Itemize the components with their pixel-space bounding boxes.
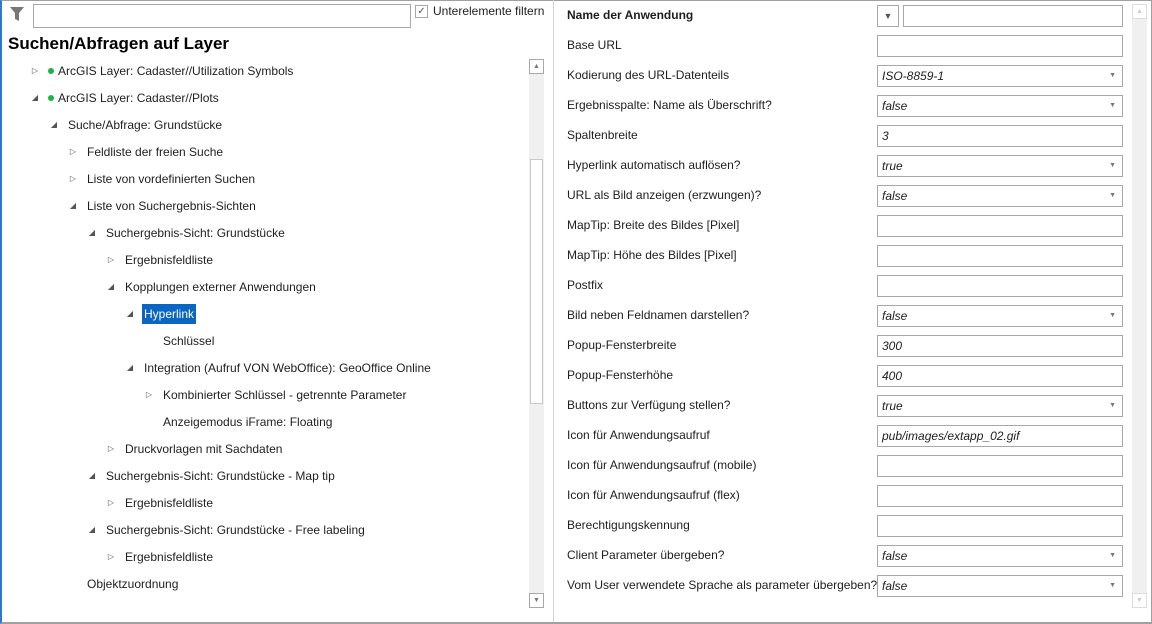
- tree-node-label[interactable]: Schlüssel: [163, 334, 215, 348]
- property-label: MapTip: Höhe des Bildes [Pixel]: [567, 248, 737, 262]
- scroll-down-button[interactable]: ▼: [1132, 593, 1147, 608]
- expanded-arrow-icon[interactable]: ◢: [88, 228, 96, 237]
- property-row: [567, 155, 1127, 177]
- property-label: Base URL: [567, 38, 622, 52]
- panel-title: Suchen/Abfragen auf Layer: [8, 34, 230, 53]
- property-input[interactable]: [877, 275, 1123, 297]
- property-row: [567, 95, 1127, 117]
- property-row: [567, 515, 1127, 537]
- chevron-down-icon[interactable]: ▼: [1109, 552, 1116, 559]
- tree-node[interactable]: [0, 466, 528, 486]
- property-label: Vom User verwendete Sprache als parameter übergeben?: [567, 578, 878, 592]
- chevron-down-icon[interactable]: ▼: [1109, 312, 1116, 319]
- tree-node[interactable]: [0, 331, 528, 351]
- tree-node-label[interactable]: Suche/Abfrage: Grundstücke: [68, 118, 223, 132]
- property-select[interactable]: [877, 185, 1123, 207]
- property-input[interactable]: [877, 245, 1123, 267]
- property-value: 400: [882, 369, 903, 383]
- tree-node-label[interactable]: Objektzuordnung: [87, 577, 179, 591]
- expanded-arrow-icon[interactable]: ◢: [126, 363, 134, 372]
- tree-node[interactable]: [0, 61, 528, 81]
- tree-node[interactable]: [0, 250, 528, 270]
- property-label: Spaltenbreite: [567, 128, 638, 142]
- property-label: Berechtigungskennung: [567, 518, 690, 532]
- property-row: [567, 275, 1127, 297]
- tree-scrollbar[interactable]: [529, 59, 544, 608]
- filter-input[interactable]: [33, 4, 411, 28]
- property-scrollbar[interactable]: [1132, 4, 1147, 608]
- collapsed-arrow-icon[interactable]: ▷: [31, 66, 39, 75]
- layer-tree: [0, 58, 528, 610]
- tree-node-label[interactable]: Anzeigemodus iFrame: Floating: [163, 415, 333, 429]
- collapsed-arrow-icon[interactable]: ▷: [107, 498, 115, 507]
- filter-icon[interactable]: [9, 6, 25, 22]
- tree-node[interactable]: [0, 520, 528, 540]
- tree-node[interactable]: [0, 304, 528, 324]
- property-row: [567, 215, 1127, 237]
- tree-node[interactable]: [0, 142, 528, 162]
- tree-node[interactable]: [0, 547, 528, 567]
- tree-node-label[interactable]: Liste von Suchergebnis-Sichten: [87, 199, 256, 213]
- property-input[interactable]: [877, 455, 1123, 477]
- property-row: [567, 335, 1127, 357]
- tree-node-label[interactable]: Druckvorlagen mit Sachdaten: [125, 442, 283, 456]
- chevron-down-icon[interactable]: ▼: [1109, 162, 1116, 169]
- property-label: Client Parameter übergeben?: [567, 548, 725, 562]
- filter-subelements-checkbox[interactable]: ✓: [415, 5, 428, 18]
- expanded-arrow-icon[interactable]: ◢: [88, 525, 96, 534]
- property-select[interactable]: [877, 395, 1123, 417]
- property-input[interactable]: [877, 425, 1123, 447]
- tree-node[interactable]: [0, 493, 528, 513]
- expanded-arrow-icon[interactable]: ◢: [31, 93, 39, 102]
- property-label: MapTip: Breite des Bildes [Pixel]: [567, 218, 740, 232]
- property-row: [567, 365, 1127, 387]
- tree-node-label[interactable]: Kombinierter Schlüssel - getrennte Parameter: [163, 388, 407, 402]
- tree-node[interactable]: [0, 439, 528, 459]
- property-row: [567, 455, 1127, 477]
- tree-node[interactable]: [0, 574, 528, 594]
- tree-node[interactable]: [0, 358, 528, 378]
- property-label: Icon für Anwendungsaufruf (mobile): [567, 458, 757, 472]
- tree-node[interactable]: [0, 412, 528, 432]
- property-label: URL als Bild anzeigen (erzwungen)?: [567, 188, 762, 202]
- tree-node-label[interactable]: ArcGIS Layer: Cadaster//Utilization Symbols: [58, 64, 294, 78]
- tree-node-label[interactable]: Feldliste der freien Suche: [87, 145, 224, 159]
- chevron-down-icon[interactable]: ▼: [1109, 192, 1116, 199]
- collapsed-arrow-icon[interactable]: ▷: [145, 390, 153, 399]
- tree-node-label[interactable]: Liste von vordefinierten Suchen: [87, 172, 256, 186]
- collapsed-arrow-icon[interactable]: ▷: [107, 444, 115, 453]
- property-input[interactable]: [877, 35, 1123, 57]
- property-row: [567, 485, 1127, 507]
- property-label: Bild neben Feldnamen darstellen?: [567, 308, 750, 322]
- property-row: [567, 425, 1127, 447]
- property-select[interactable]: [877, 95, 1123, 117]
- property-value: false: [882, 309, 908, 323]
- tree-node-label[interactable]: Integration (Aufruf VON WebOffice): GeoOffice Online: [144, 361, 431, 375]
- property-row: [567, 35, 1127, 57]
- property-value: false: [882, 579, 908, 593]
- property-label: Kodierung des URL-Datenteils: [567, 68, 730, 82]
- property-row: [567, 545, 1127, 567]
- tree-node[interactable]: [0, 196, 528, 216]
- property-input[interactable]: [877, 215, 1123, 237]
- tree-node[interactable]: [0, 385, 528, 405]
- tree-node-label[interactable]: Suchergebnis-Sicht: Grundstücke: [106, 226, 285, 240]
- property-label: Popup-Fensterbreite: [567, 338, 677, 352]
- property-row: [567, 395, 1127, 417]
- property-input[interactable]: [877, 515, 1123, 537]
- property-row: [567, 125, 1127, 147]
- property-label: Postfix: [567, 278, 604, 292]
- expanded-arrow-icon[interactable]: ◢: [88, 471, 96, 480]
- property-select[interactable]: [877, 305, 1123, 327]
- collapsed-arrow-icon[interactable]: ▷: [69, 147, 77, 156]
- tree-node[interactable]: [0, 115, 528, 135]
- property-label: Name der Anwendung: [567, 8, 694, 22]
- scroll-thumb[interactable]: [530, 159, 543, 404]
- property-value: 3: [882, 129, 889, 143]
- property-label: Icon für Anwendungsaufruf: [567, 428, 710, 442]
- expanded-arrow-icon[interactable]: ◢: [126, 309, 134, 318]
- property-value: false: [882, 99, 908, 113]
- property-input[interactable]: [903, 5, 1123, 27]
- dropdown-button[interactable]: ▼: [877, 5, 899, 27]
- tree-node-label[interactable]: Hyperlink: [142, 304, 196, 324]
- scroll-up-button[interactable]: ▲: [529, 59, 544, 74]
- property-input[interactable]: [877, 485, 1123, 507]
- property-label: Ergebnisspalte: Name als Überschrift?: [567, 98, 772, 112]
- property-row: [567, 65, 1127, 87]
- tree-node[interactable]: [0, 277, 528, 297]
- property-select[interactable]: [877, 545, 1123, 567]
- tree-node[interactable]: [0, 88, 528, 108]
- property-label: Hyperlink automatisch auflösen?: [567, 158, 741, 172]
- chevron-down-icon[interactable]: ▼: [1109, 72, 1116, 79]
- property-value: false: [882, 549, 908, 563]
- chevron-down-icon[interactable]: ▼: [1109, 102, 1116, 109]
- property-row: [567, 5, 1127, 27]
- chevron-down-icon[interactable]: ▼: [1109, 402, 1116, 409]
- expanded-arrow-icon[interactable]: ◢: [69, 201, 77, 210]
- property-value: true: [882, 159, 903, 173]
- tree-node[interactable]: [0, 223, 528, 243]
- tree-node-label[interactable]: Ergebnisfeldliste: [125, 253, 214, 267]
- property-input[interactable]: [877, 335, 1123, 357]
- property-row: [567, 305, 1127, 327]
- tree-node-label[interactable]: Ergebnisfeldliste: [125, 550, 214, 564]
- panel-divider[interactable]: [553, 0, 554, 622]
- tree-node-label[interactable]: Ergebnisfeldliste: [125, 496, 214, 510]
- property-value: false: [882, 189, 908, 203]
- expanded-arrow-icon[interactable]: ◢: [50, 120, 58, 129]
- tree-node-label[interactable]: Kopplungen externer Anwendungen: [125, 280, 316, 294]
- property-select[interactable]: [877, 155, 1123, 177]
- chevron-down-icon[interactable]: ▼: [1109, 582, 1116, 589]
- property-label: Buttons zur Verfügung stellen?: [567, 398, 731, 412]
- property-label: Popup-Fensterhöhe: [567, 368, 674, 382]
- status-dot-icon: [48, 68, 54, 74]
- property-value: true: [882, 399, 903, 413]
- tree-node[interactable]: [0, 169, 528, 189]
- collapsed-arrow-icon[interactable]: ▷: [107, 255, 115, 264]
- tree-node-label[interactable]: Suchergebnis-Sicht: Grundstücke - Free labeling: [106, 523, 365, 537]
- property-select[interactable]: [877, 575, 1123, 597]
- tree-node-label[interactable]: Suchergebnis-Sicht: Grundstücke - Map tip: [106, 469, 335, 483]
- property-row: [567, 185, 1127, 207]
- filter-subelements-label: Unterelemente filtern: [433, 4, 545, 18]
- property-row: [567, 245, 1127, 267]
- property-row: [567, 575, 1127, 597]
- status-dot-icon: [48, 95, 54, 101]
- property-input[interactable]: [877, 125, 1123, 147]
- expanded-arrow-icon[interactable]: ◢: [107, 282, 115, 291]
- scroll-down-button[interactable]: ▼: [529, 593, 544, 608]
- property-label: Icon für Anwendungsaufruf (flex): [567, 488, 740, 502]
- property-value: 300: [882, 339, 903, 353]
- property-select[interactable]: [877, 65, 1123, 87]
- property-value: ISO-8859-1: [882, 69, 945, 83]
- scroll-up-button[interactable]: ▲: [1132, 4, 1147, 19]
- tree-node-label[interactable]: ArcGIS Layer: Cadaster//Plots: [58, 91, 219, 105]
- collapsed-arrow-icon[interactable]: ▷: [107, 552, 115, 561]
- collapsed-arrow-icon[interactable]: ▷: [69, 174, 77, 183]
- property-value: pub/images/extapp_02.gif: [882, 429, 1020, 443]
- property-input[interactable]: [877, 365, 1123, 387]
